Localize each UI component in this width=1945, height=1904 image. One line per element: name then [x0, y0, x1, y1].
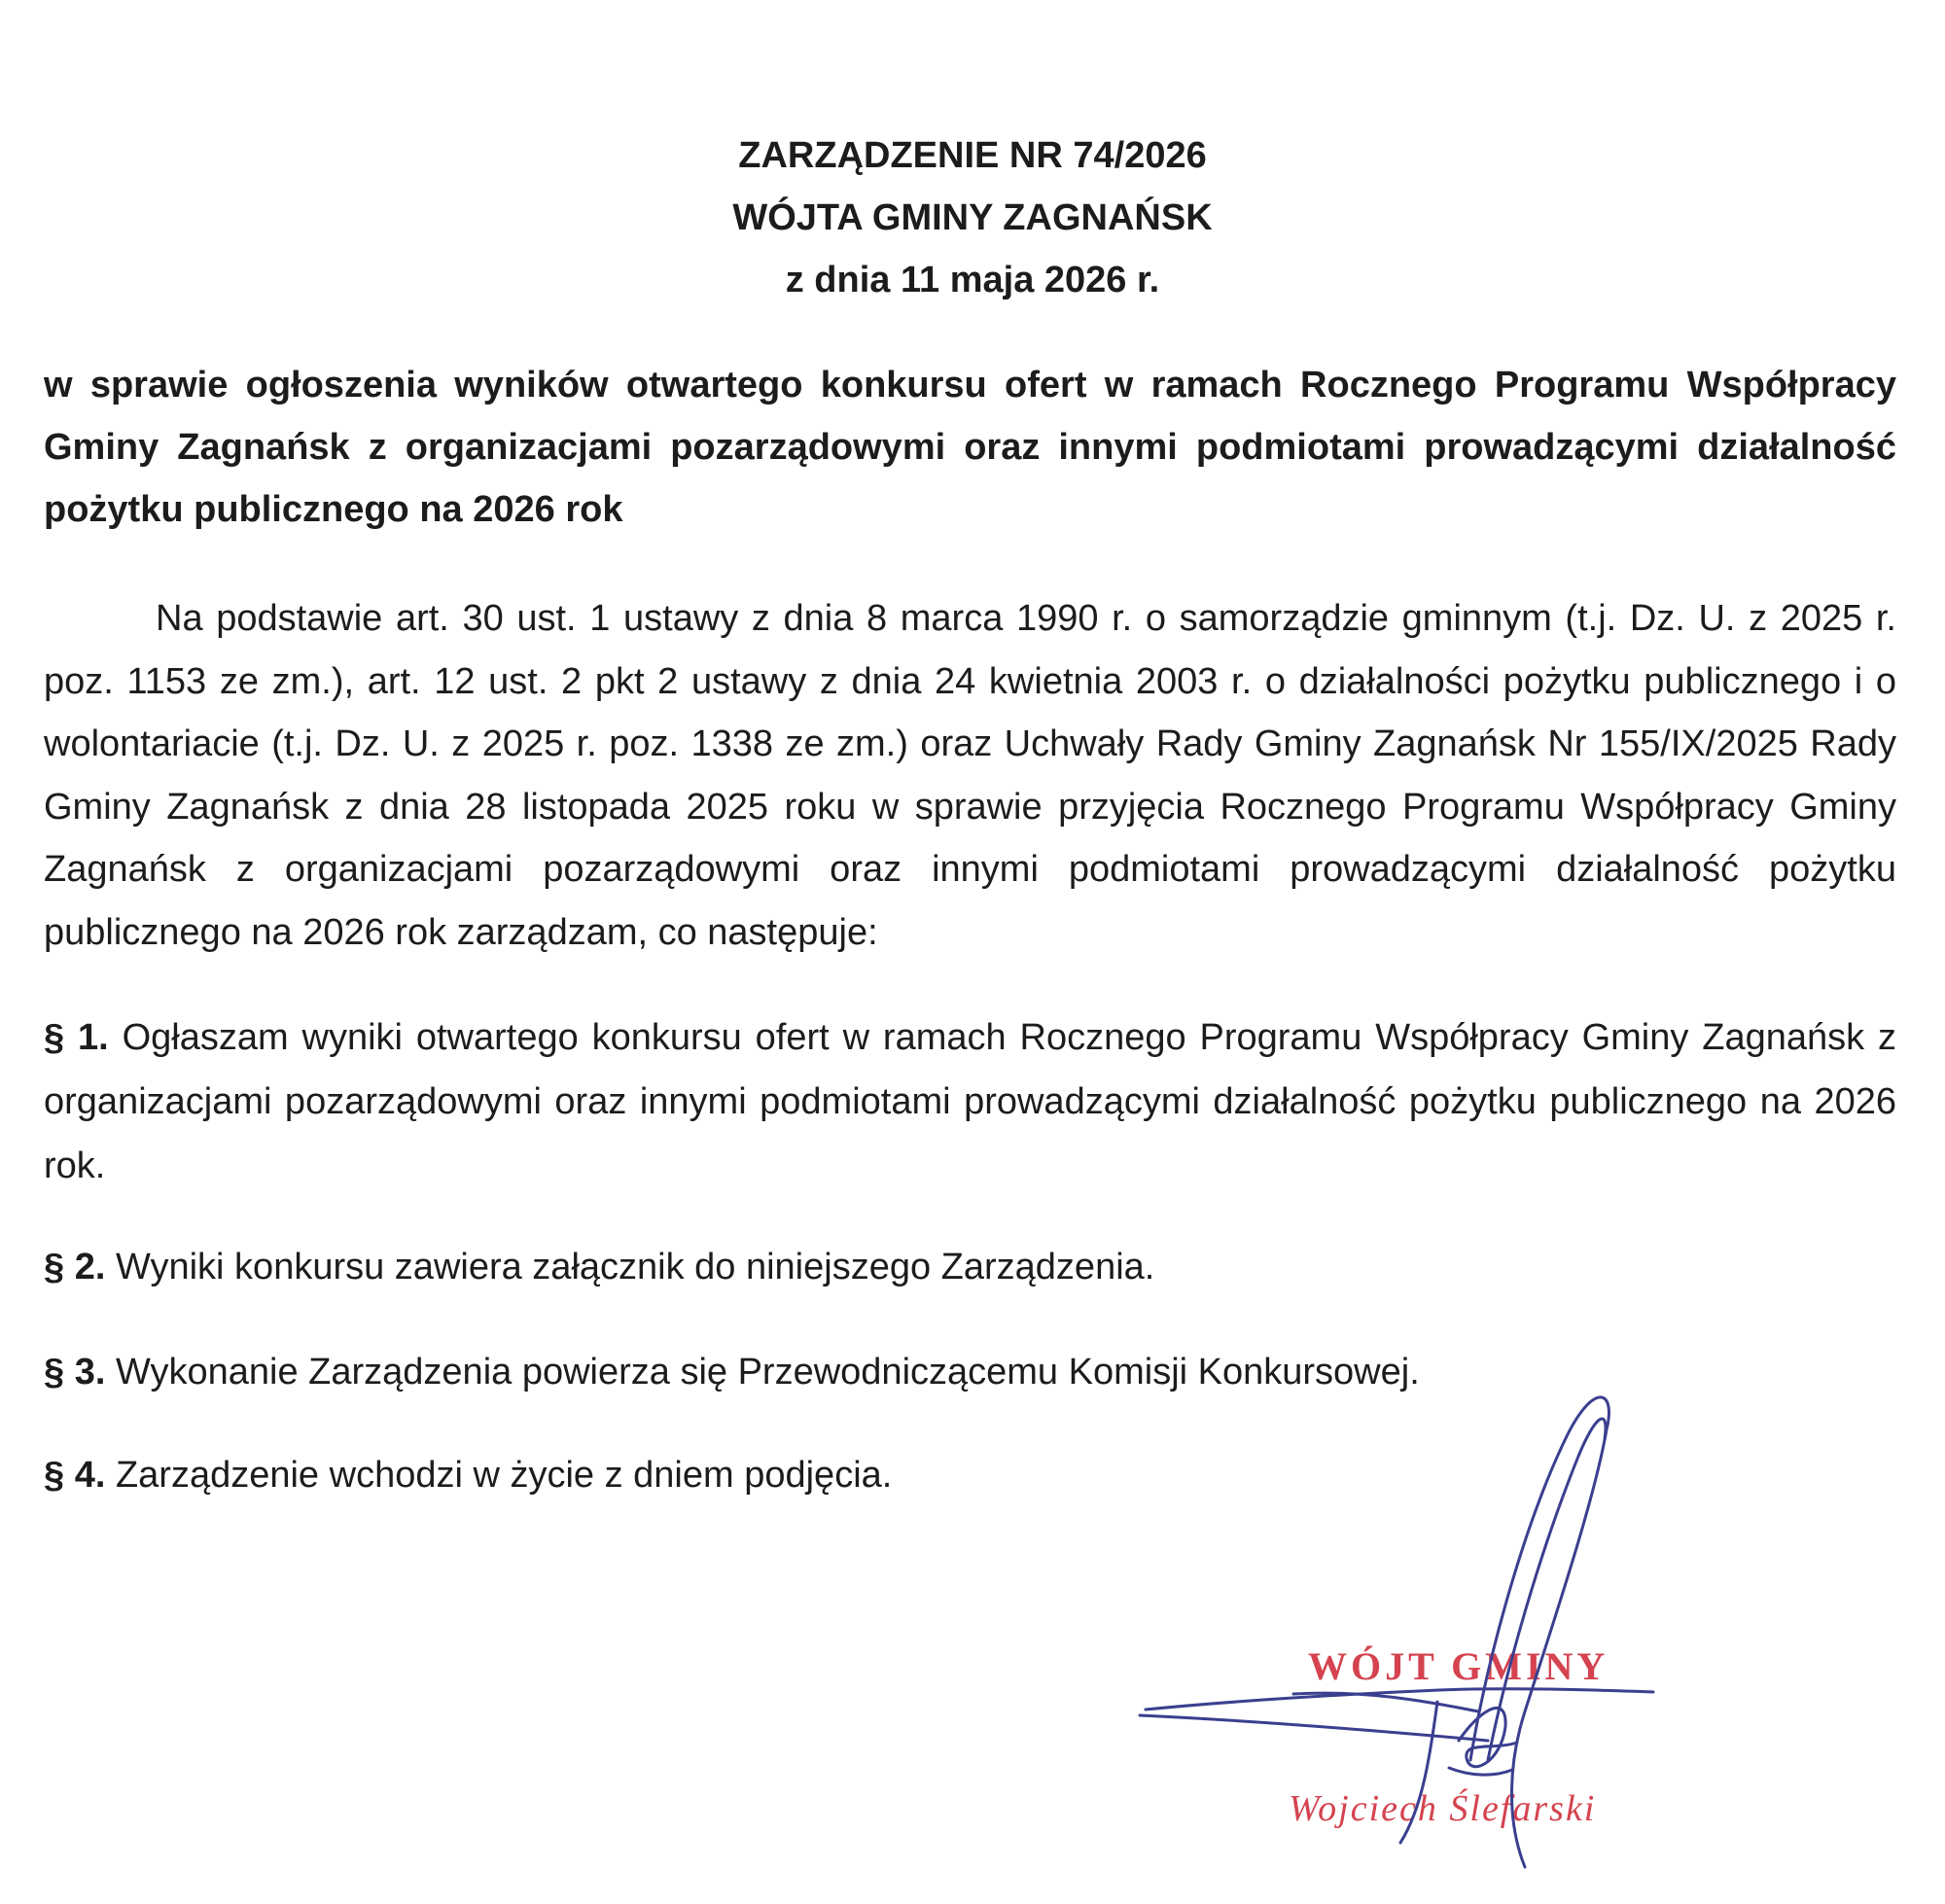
paragraph-4: [44, 1443, 1896, 1507]
stamp-name: Wojciech Ślefarski: [1289, 1788, 1597, 1829]
paragraph-text: Wykonanie Zarządzenia powierza się Przewodniczącemu Komisji Konkursowej.: [115, 1352, 1420, 1393]
paragraph-1: [44, 1005, 1896, 1198]
issue-date: z dnia 11 maja 2026 r.: [785, 260, 1160, 300]
paragraph-number: § 1.: [44, 1017, 109, 1058]
document-heading: [0, 124, 1945, 311]
paragraph-text: Zarządzenie wchodzi w życie z dniem podjęcia.: [115, 1455, 893, 1496]
paragraph-3: [44, 1340, 1896, 1404]
ordinance-number: ZARZĄDZENIE NR 74/2026: [738, 135, 1207, 176]
legal-basis: Na podstawie art. 30 ust. 1 ustawy z dnia 8 marca 1990 r. o samorządzie gminnym (t.j. Dz. U. z 2025 r. poz. 1153 ze zm.), art. 12 ust. 2 pkt 2 ustawy z dnia 24 kwietnia 2003 r. o działalności pożytku publicznego i o wolontariacie (t.j. Dz. U. z 2025 r. poz. 1338 ze zm.) oraz Uchwały Rady Gminy Zagnańsk Nr 155/IX/2025 Rady Gminy Zagnańsk z dnia 28 listopada 2025 roku w sprawie przyjęcia Rocznego Programu Współpracy Gminy Zagnańsk z organizacjami pozarządowymi oraz innymi podmiotami prowadzącymi działalność pożytku publicznego na 2026 rok zarządzam, co następuje:: [44, 598, 1896, 953]
issuer: WÓJTA GMINY ZAGNAŃSK: [732, 197, 1213, 238]
paragraph-number: § 3.: [44, 1352, 106, 1393]
paragraph-text: Ogłaszam wyniki otwartego konkursu ofert w ramach Rocznego Programu Współpracy Gminy Zagnańsk z organizacjami pozarządowymi oraz innymi podmiotami prowadzącymi działalność pożytku publicznego na 2026 rok.: [44, 1017, 1897, 1186]
stamp-title: WÓJT GMINY: [1308, 1644, 1609, 1688]
ordinance-subject: w sprawie ogłoszenia wyników otwartego konkursu ofert w ramach Rocznego Programu Współpracy Gminy Zagnańsk z organizacjami pozarządowymi oraz innymi podmiotami prowadzącymi działalność pożytku publicznego na 2026 rok: [44, 365, 1896, 530]
paragraph-text: Wyniki konkursu zawiera załącznik do niniejszego Zarządzenia.: [115, 1247, 1155, 1287]
paragraph-number: § 2.: [44, 1247, 106, 1287]
paragraph-number: § 4.: [44, 1455, 106, 1496]
paragraph-2: [44, 1235, 1896, 1299]
